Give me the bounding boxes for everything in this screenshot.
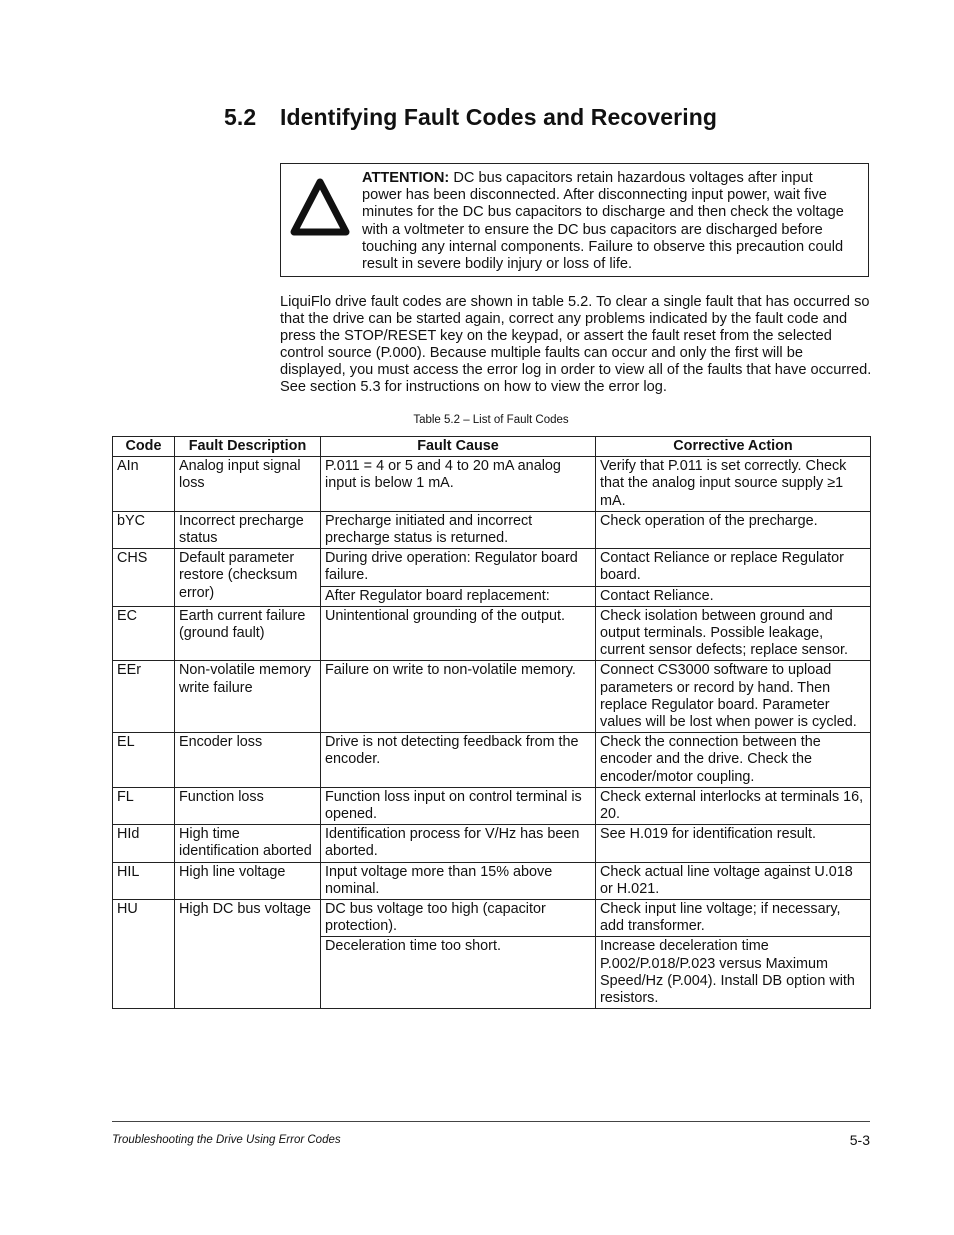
fault-description: Non-volatile memory write failure bbox=[175, 661, 321, 733]
corrective-action: Check external interlocks at terminals 16, 20. bbox=[596, 787, 871, 824]
fault-code: EC bbox=[113, 606, 175, 661]
footer-chapter-title: Troubleshooting the Drive Using Error Codes bbox=[112, 1134, 341, 1146]
fault-codes-table bbox=[112, 436, 871, 1009]
corrective-action: Check input line voltage; if necessary, add transformer. bbox=[596, 900, 871, 937]
fault-cause: Input voltage more than 15% above nominal. bbox=[321, 862, 596, 899]
fault-cause: Drive is not detecting feedback from the encoder. bbox=[321, 733, 596, 788]
page-number: 5-3 bbox=[849, 1132, 870, 1148]
corrective-action: Contact Reliance or replace Regulator board. bbox=[596, 549, 871, 586]
fault-description: High DC bus voltage bbox=[175, 900, 321, 1009]
fault-cause: Identification process for V/Hz has been aborted. bbox=[321, 825, 596, 862]
fault-description: Incorrect precharge status bbox=[175, 511, 321, 548]
table-row bbox=[113, 862, 871, 899]
attention-body: DC bus capacitors retain hazardous voltages after input power has been disconnected. After disconnecting input power, wait five minutes for the DC bus capacitors to discharge and then check the voltage with a voltmeter to ensure the DC bus capacitors are discharged before touching any internal components. Failure to observe this precaution could result in severe bodily injury or loss of life. bbox=[362, 170, 844, 273]
warning-triangle-icon bbox=[285, 172, 355, 242]
section-number: 5.2 bbox=[224, 104, 257, 130]
fault-cause: During drive operation: Regulator board failure. bbox=[321, 549, 596, 586]
table-row bbox=[113, 825, 871, 862]
table-row bbox=[113, 900, 871, 937]
fault-description: High line voltage bbox=[175, 862, 321, 899]
corrective-action: Check isolation between ground and output terminals. Possible leakage, current sensor defects; replace sensor. bbox=[596, 606, 871, 661]
fault-code: AIn bbox=[113, 457, 175, 512]
fault-description: High time identification aborted bbox=[175, 825, 321, 862]
fault-cause: Function loss input on control terminal is opened. bbox=[321, 787, 596, 824]
attention-box bbox=[280, 163, 869, 277]
corrective-action: See H.019 for identification result. bbox=[596, 825, 871, 862]
attention-text bbox=[362, 170, 856, 273]
header-action: Corrective Action bbox=[596, 437, 871, 457]
attention-label: ATTENTION: bbox=[362, 170, 450, 186]
fault-code: EL bbox=[113, 733, 175, 788]
corrective-action: Check the connection between the encoder and the drive. Check the encoder/motor coupling. bbox=[596, 733, 871, 788]
fault-cause: After Regulator board replacement: bbox=[321, 586, 596, 606]
header-code: Code bbox=[113, 437, 175, 457]
corrective-action: Verify that P.011 is set correctly. Check that the analog input source supply ≥1 mA. bbox=[596, 457, 871, 512]
fault-code: CHS bbox=[113, 549, 175, 607]
table-header-row bbox=[113, 437, 871, 457]
fault-cause: P.011 = 4 or 5 and 4 to 20 mA analog input is below 1 mA. bbox=[321, 457, 596, 512]
fault-cause: Failure on write to non-volatile memory. bbox=[321, 661, 596, 733]
section-heading bbox=[224, 104, 717, 131]
fault-code: bYC bbox=[113, 511, 175, 548]
section-title: Identifying Fault Codes and Recovering bbox=[280, 104, 718, 130]
table-caption: Table 5.2 – List of Fault Codes bbox=[413, 414, 569, 426]
fault-description: Earth current failure (ground fault) bbox=[175, 606, 321, 661]
table-row bbox=[113, 606, 871, 661]
fault-cause: DC bus voltage too high (capacitor protection). bbox=[321, 900, 596, 937]
header-description: Fault Description bbox=[175, 437, 321, 457]
fault-description: Default parameter restore (checksum error) bbox=[175, 549, 321, 607]
fault-code: HId bbox=[113, 825, 175, 862]
fault-code: EEr bbox=[113, 661, 175, 733]
footer-divider bbox=[112, 1121, 870, 1122]
corrective-action: Check operation of the precharge. bbox=[596, 511, 871, 548]
header-cause: Fault Cause bbox=[321, 437, 596, 457]
table-row bbox=[113, 787, 871, 824]
fault-code: FL bbox=[113, 787, 175, 824]
corrective-action: Increase deceleration time P.002/P.018/P.023 versus Maximum Speed/Hz (P.004). Install DB option with resistors. bbox=[596, 937, 871, 1009]
fault-cause: Deceleration time too short. bbox=[321, 937, 596, 1009]
table-row bbox=[113, 549, 871, 586]
fault-cause: Unintentional grounding of the output. bbox=[321, 606, 596, 661]
fault-description: Analog input signal loss bbox=[175, 457, 321, 512]
intro-paragraph: LiquiFlo drive fault codes are shown in table 5.2. To clear a single fault that has occurred so that the drive can be started again, correct any problems indicated by the fault code and press the STOP/RESET key on the keypad, or assert the fault reset from the selected control source (P.000). Because multiple faults can occur and only the first will be displayed, you must access the error log in order to view all of the faults that have occurred. See section 5.3 for instructions on how to view the error log. bbox=[280, 294, 872, 396]
fault-description: Encoder loss bbox=[175, 733, 321, 788]
corrective-action: Connect CS3000 software to upload parameters or record by hand. Then replace Regulator board. Parameter values will be lost when power is cycled. bbox=[596, 661, 871, 733]
fault-description: Function loss bbox=[175, 787, 321, 824]
table-row bbox=[113, 733, 871, 788]
table-row bbox=[113, 457, 871, 512]
table-row bbox=[113, 511, 871, 548]
corrective-action: Contact Reliance. bbox=[596, 586, 871, 606]
fault-cause: Precharge initiated and incorrect precharge status is returned. bbox=[321, 511, 596, 548]
corrective-action: Check actual line voltage against U.018 or H.021. bbox=[596, 862, 871, 899]
fault-code: HIL bbox=[113, 862, 175, 899]
fault-code: HU bbox=[113, 900, 175, 1009]
table-row bbox=[113, 661, 871, 733]
